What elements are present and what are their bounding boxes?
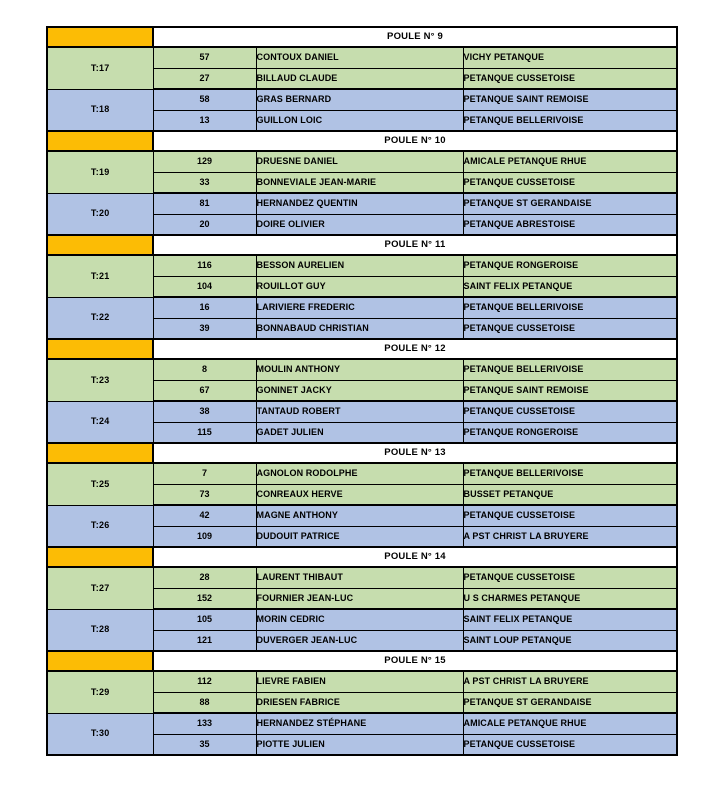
terrain-cell: T:22: [47, 297, 153, 339]
player-row: [47, 671, 677, 692]
player-club-cell: PETANQUE CUSSETOISE: [463, 401, 677, 422]
player-number-cell: 8: [153, 359, 256, 380]
player-name-cell: GUILLON LOIC: [256, 110, 463, 131]
poule-title: POULE N° 9: [153, 27, 677, 47]
player-row: [47, 463, 677, 484]
player-number-cell: 73: [153, 484, 256, 505]
player-row: [47, 359, 677, 380]
player-club-cell: SAINT FELIX PETANQUE: [463, 276, 677, 297]
poule-marker: [47, 131, 153, 151]
poule-title: POULE N° 11: [153, 235, 677, 255]
player-name-cell: GRAS BERNARD: [256, 89, 463, 110]
terrain-cell: T:23: [47, 359, 153, 401]
poule-header-row: [47, 27, 677, 47]
player-row: [47, 505, 677, 526]
player-name-cell: GADET JULIEN: [256, 422, 463, 443]
terrain-cell: T:24: [47, 401, 153, 443]
player-name-cell: ROUILLOT GUY: [256, 276, 463, 297]
player-name-cell: FOURNIER JEAN-LUC: [256, 588, 463, 609]
player-name-cell: HERNANDEZ STÉPHANE: [256, 713, 463, 734]
poule-title: POULE N° 15: [153, 651, 677, 671]
player-name-cell: CONTOUX DANIEL: [256, 47, 463, 68]
poule-title: POULE N° 14: [153, 547, 677, 567]
player-name-cell: BONNEVIALE JEAN-MARIE: [256, 172, 463, 193]
poule-header-row: [47, 547, 677, 567]
player-number-cell: 129: [153, 151, 256, 172]
player-number-cell: 27: [153, 68, 256, 89]
player-row: [47, 151, 677, 172]
player-number-cell: 38: [153, 401, 256, 422]
player-club-cell: AMICALE PETANQUE RHUE: [463, 713, 677, 734]
terrain-cell: T:17: [47, 47, 153, 89]
player-club-cell: BUSSET PETANQUE: [463, 484, 677, 505]
player-number-cell: 115: [153, 422, 256, 443]
terrain-cell: T:29: [47, 671, 153, 713]
player-club-cell: PETANQUE CUSSETOISE: [463, 68, 677, 89]
terrain-cell: T:21: [47, 255, 153, 297]
terrain-cell: T:20: [47, 193, 153, 235]
player-number-cell: 121: [153, 630, 256, 651]
player-name-cell: MAGNE ANTHONY: [256, 505, 463, 526]
poule-title: POULE N° 13: [153, 443, 677, 463]
player-row: [47, 713, 677, 734]
player-number-cell: 13: [153, 110, 256, 131]
player-number-cell: 20: [153, 214, 256, 235]
player-row: [47, 255, 677, 276]
player-club-cell: PETANQUE CUSSETOISE: [463, 734, 677, 755]
player-number-cell: 39: [153, 318, 256, 339]
player-name-cell: LAURENT THIBAUT: [256, 567, 463, 588]
player-club-cell: PETANQUE ABRESTOISE: [463, 214, 677, 235]
player-club-cell: PETANQUE ST GERANDAISE: [463, 692, 677, 713]
poule-header-row: [47, 235, 677, 255]
player-club-cell: PETANQUE CUSSETOISE: [463, 172, 677, 193]
player-number-cell: 116: [153, 255, 256, 276]
player-number-cell: 42: [153, 505, 256, 526]
player-name-cell: DOIRE OLIVIER: [256, 214, 463, 235]
player-number-cell: 109: [153, 526, 256, 547]
poule-title: POULE N° 12: [153, 339, 677, 359]
player-club-cell: PETANQUE BELLERIVOISE: [463, 463, 677, 484]
player-name-cell: DUVERGER JEAN-LUC: [256, 630, 463, 651]
poule-header-row: [47, 651, 677, 671]
poule-header-row: [47, 443, 677, 463]
player-name-cell: LIEVRE FABIEN: [256, 671, 463, 692]
player-name-cell: MOULIN ANTHONY: [256, 359, 463, 380]
player-row: [47, 47, 677, 68]
terrain-cell: T:30: [47, 713, 153, 755]
poule-header-row: [47, 131, 677, 151]
player-club-cell: SAINT FELIX PETANQUE: [463, 609, 677, 630]
player-number-cell: 16: [153, 297, 256, 318]
player-number-cell: 67: [153, 380, 256, 401]
player-name-cell: DRIESEN FABRICE: [256, 692, 463, 713]
player-number-cell: 104: [153, 276, 256, 297]
player-number-cell: 133: [153, 713, 256, 734]
player-club-cell: PETANQUE CUSSETOISE: [463, 318, 677, 339]
player-name-cell: DRUESNE DANIEL: [256, 151, 463, 172]
draw-sheet: [46, 26, 676, 756]
player-club-cell: PETANQUE CUSSETOISE: [463, 505, 677, 526]
player-club-cell: AMICALE PETANQUE RHUE: [463, 151, 677, 172]
player-name-cell: DUDOUIT PATRICE: [256, 526, 463, 547]
player-club-cell: PETANQUE CUSSETOISE: [463, 567, 677, 588]
poule-marker: [47, 27, 153, 47]
player-row: [47, 401, 677, 422]
player-number-cell: 57: [153, 47, 256, 68]
player-name-cell: LARIVIERE FREDERIC: [256, 297, 463, 318]
poule-marker: [47, 443, 153, 463]
player-name-cell: TANTAUD ROBERT: [256, 401, 463, 422]
player-row: [47, 297, 677, 318]
player-name-cell: MORIN CEDRIC: [256, 609, 463, 630]
player-name-cell: HERNANDEZ QUENTIN: [256, 193, 463, 214]
terrain-cell: T:26: [47, 505, 153, 547]
player-name-cell: PIOTTE JULIEN: [256, 734, 463, 755]
player-number-cell: 28: [153, 567, 256, 588]
terrain-cell: T:28: [47, 609, 153, 651]
player-row: [47, 567, 677, 588]
poule-marker: [47, 547, 153, 567]
player-name-cell: CONREAUX HERVE: [256, 484, 463, 505]
player-number-cell: 105: [153, 609, 256, 630]
player-club-cell: PETANQUE SAINT REMOISE: [463, 89, 677, 110]
player-row: [47, 609, 677, 630]
player-club-cell: PETANQUE RONGEROISE: [463, 255, 677, 276]
player-club-cell: SAINT LOUP PETANQUE: [463, 630, 677, 651]
player-row: [47, 193, 677, 214]
player-club-cell: PETANQUE RONGEROISE: [463, 422, 677, 443]
terrain-cell: T:27: [47, 567, 153, 609]
terrain-cell: T:18: [47, 89, 153, 131]
player-club-cell: PETANQUE BELLERIVOISE: [463, 297, 677, 318]
player-club-cell: VICHY PETANQUE: [463, 47, 677, 68]
poule-marker: [47, 235, 153, 255]
player-club-cell: U S CHARMES PETANQUE: [463, 588, 677, 609]
poule-header-row: [47, 339, 677, 359]
player-name-cell: BILLAUD CLAUDE: [256, 68, 463, 89]
player-club-cell: PETANQUE BELLERIVOISE: [463, 359, 677, 380]
poule-marker: [47, 651, 153, 671]
player-club-cell: PETANQUE SAINT REMOISE: [463, 380, 677, 401]
player-number-cell: 88: [153, 692, 256, 713]
player-number-cell: 81: [153, 193, 256, 214]
player-number-cell: 35: [153, 734, 256, 755]
poule-title: POULE N° 10: [153, 131, 677, 151]
player-club-cell: PETANQUE BELLERIVOISE: [463, 110, 677, 131]
player-club-cell: A PST CHRIST LA BRUYERE: [463, 526, 677, 547]
terrain-cell: T:25: [47, 463, 153, 505]
player-number-cell: 33: [153, 172, 256, 193]
poules-table: [46, 26, 678, 756]
player-club-cell: PETANQUE ST GERANDAISE: [463, 193, 677, 214]
player-number-cell: 58: [153, 89, 256, 110]
terrain-cell: T:19: [47, 151, 153, 193]
player-club-cell: A PST CHRIST LA BRUYERE: [463, 671, 677, 692]
player-number-cell: 7: [153, 463, 256, 484]
player-name-cell: BESSON AURELIEN: [256, 255, 463, 276]
player-number-cell: 152: [153, 588, 256, 609]
poule-marker: [47, 339, 153, 359]
player-name-cell: AGNOLON RODOLPHE: [256, 463, 463, 484]
player-row: [47, 89, 677, 110]
player-number-cell: 112: [153, 671, 256, 692]
player-name-cell: GONINET JACKY: [256, 380, 463, 401]
player-name-cell: BONNABAUD CHRISTIAN: [256, 318, 463, 339]
